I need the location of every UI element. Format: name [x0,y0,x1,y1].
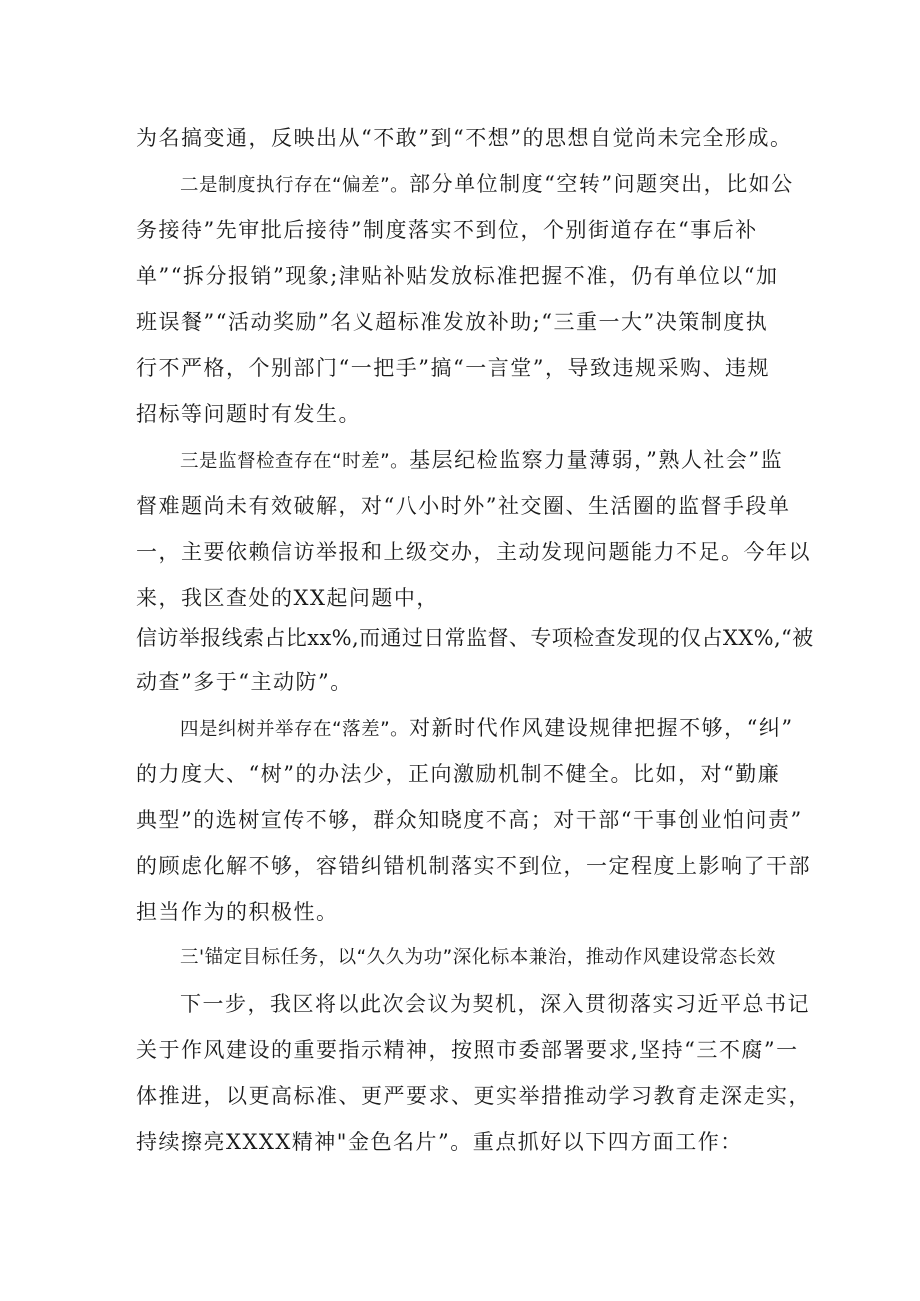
body-line: 来，我区查处的XX起问题中， [136,586,439,610]
body-line: 的顾虑化解不够，容错纠错机制落实不到位，一定程度上影响了干部 [136,854,811,878]
body-line: 班误餐”“活动奖励”名义超标准发放补助;“三重一大”决策制度执 [136,310,769,334]
body-line: 担当作为的积极性。 [136,900,339,924]
section-heading: 三是监督检查存在“时差”。 [180,451,410,472]
paragraph-line [180,170,794,200]
paragraph-line [180,446,783,476]
section-heading: 四是纠树并举存在“落差”。 [180,719,410,740]
body-line: 一，主要依赖信访举报和上级交办，主动发现问题能力不足。今年以 [136,540,811,564]
paragraph-line [180,714,794,744]
body-line: 单”“拆分报销”现象;津贴补贴发放标准把握不准，仍有单位以“加 [136,264,779,288]
body-text: 对新时代作风建设规律把握不够，“纠” [409,716,794,740]
body-line: 关于作风建设的重要指示精神，按照市委部署要求,坚持“三不腐”一 [136,1038,799,1062]
body-line: 的力度大、“树”的办法少，正向激励机制不健全。比如，对“勤廉 [136,762,781,786]
body-text: 部分单位制度“空转”问题突出，比如公 [409,172,794,196]
chapter-heading: 三'锚定目标任务，以“久久为功”深化标本兼治，推动作风建设常态长效 [180,947,776,968]
body-line: 典型”的选树宣传不够，群众知晓度不高；对干部“干事创业怕问责” [136,808,803,832]
body-line: 督难题尚未有效破解，对“八小时外”社交圈、生活圈的监督手段单 [136,494,791,518]
body-line: 动查”多于“主动防”。 [136,670,353,694]
body-line: 信访举报线索占比xx%,而通过日常监督、专项检查发现的仅占XX%,“被 [136,626,814,650]
body-line: 下一步，我区将以此次会议为契机，深入贯彻落实习近平总书记 [180,992,810,1016]
body-line: 务接待”先审批后接待”制度落实不到位，个别街道存在“事后补 [136,218,758,242]
body-line: 为名搞变通，反映出从“不敢”到“不想”的思想自觉尚未完全形成。 [136,126,793,150]
section-heading: 二是制度执行存在“偏差”。 [180,175,410,196]
body-line: 持续擦亮XXXX精神"金色名片”。重点抓好以下四方面工作： [136,1130,743,1154]
body-text: 基层纪检监察力量薄弱，”熟人社会”监 [409,448,784,472]
body-line: 招标等问题时有发生。 [136,402,361,426]
body-line: 行不严格，个别部门“一把手”搞“一言堂”，导致违规采购、违规 [136,356,770,380]
body-line: 体推进，以更高标准、更严要求、更实举措推动学习教育走深走实， [136,1084,811,1108]
